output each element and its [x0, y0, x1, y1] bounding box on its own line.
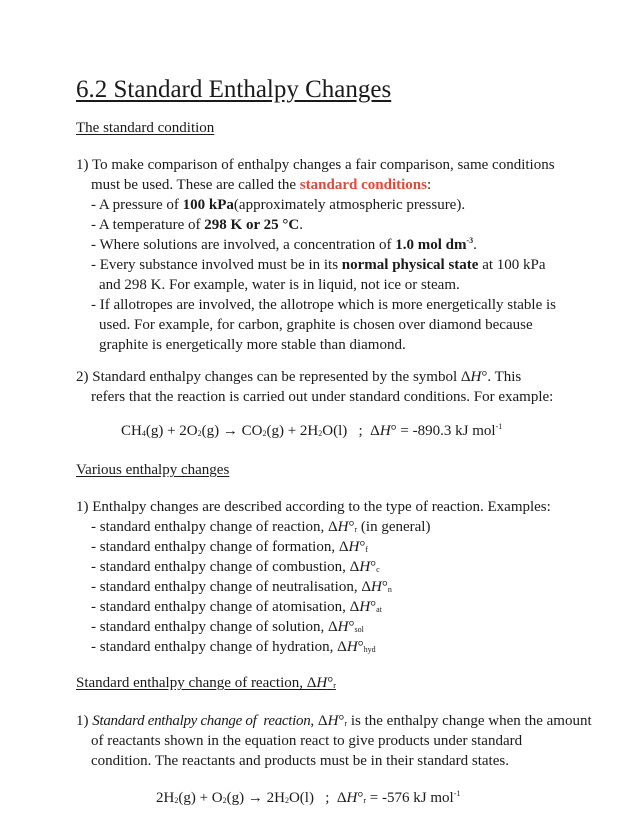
- heading-various-enthalpy-changes: Various enthalpy changes: [76, 462, 230, 478]
- heading-standard-condition: The standard condition: [76, 120, 215, 136]
- section-3-line-3: condition. The reactants and products must be in their standard states.: [91, 753, 509, 769]
- bullet-allotropes-line-2: used. For example, for carbon, graphite is chosen over diamond because: [99, 317, 533, 333]
- bullet-concentration: - Where solutions are involved, a concentration of 1.0 mol $dm^{-3}$.: [91, 236, 477, 253]
- para-1-line-1: 1) To make comparison of enthalpy changes a fair comparison, same conditions: [76, 157, 555, 173]
- para-2-line-1: 2) Standard enthalpy changes can be represented by the symbol ΔH°. This: [76, 369, 522, 385]
- list-item: - standard enthalpy change of solution, $\Delta H^\circ_{sol}$: [91, 619, 364, 635]
- list-item: - standard enthalpy change of reaction, $\Delta H^\circ_r$ (in general): [91, 519, 431, 535]
- para-2-line-2: refers that the reaction is carried out under standard conditions. For example:: [91, 389, 554, 405]
- bullet-allotropes: - If allotropes are involved, the allotrope which is more energetically stable is: [91, 297, 556, 313]
- list-item: - standard enthalpy change of combustion, $\Delta H^\circ_c$: [91, 559, 380, 575]
- bullet-pressure: - A pressure of 100 kPa(approximately atmospheric pressure).: [91, 197, 466, 213]
- page-title: 6.2 Standard Enthalpy Changes: [76, 76, 392, 103]
- list-item: - standard enthalpy change of atomisation, $\Delta H^\circ_{at}$: [91, 599, 382, 615]
- list-item: - standard enthalpy change of formation, $\Delta H^\circ_f$: [91, 539, 368, 555]
- section-3-line-1: 1) Standard enthalpy change of reaction, $\Delta H^\circ_r$ is the enthalpy change when the amount: [76, 713, 592, 729]
- section-2-intro: 1) Enthalpy changes are described according to the type of reaction. Examples:: [76, 499, 551, 515]
- list-item: - standard enthalpy change of hydration, $\Delta H^\circ_{hyd}$: [91, 639, 376, 655]
- para-1-line-2: must be used. These are called the standard conditions:: [91, 177, 432, 193]
- bullet-physical-state: - Every substance involved must be in its normal physical state at 100 kPa: [91, 257, 546, 273]
- equation-methane-combustion: $CH_4(g) + 2O_2(g) \to CO_2(g) + 2H_2O(l)$ ; ΔH° = -890.3 kJ mol$^{-1}$: [121, 422, 503, 439]
- bullet-temperature: - A temperature of 298 K or 25 °C.: [91, 217, 303, 233]
- equation-water-formation: $2H_2(g) + O_2(g) \to 2H_2O(l)$ ; $\Delta H^\circ_r = -576$ kJ mol$^{-1}$: [156, 789, 461, 806]
- bullet-allotropes-line-3: graphite is energetically more stable than diamond.: [99, 337, 406, 353]
- section-3-line-2: of reactants shown in the equation react to give products under standard: [91, 733, 523, 749]
- heading-enthalpy-change-of-reaction: Standard enthalpy change of reaction, $\Delta H^\circ_r$: [76, 675, 336, 691]
- list-item: - standard enthalpy change of neutralisation, $\Delta H^\circ_n$: [91, 579, 392, 595]
- bullet-physical-state-line-2: and 298 K. For example, water is in liquid, not ice or steam.: [99, 277, 460, 293]
- standard-conditions-highlight: standard conditions: [299, 177, 427, 193]
